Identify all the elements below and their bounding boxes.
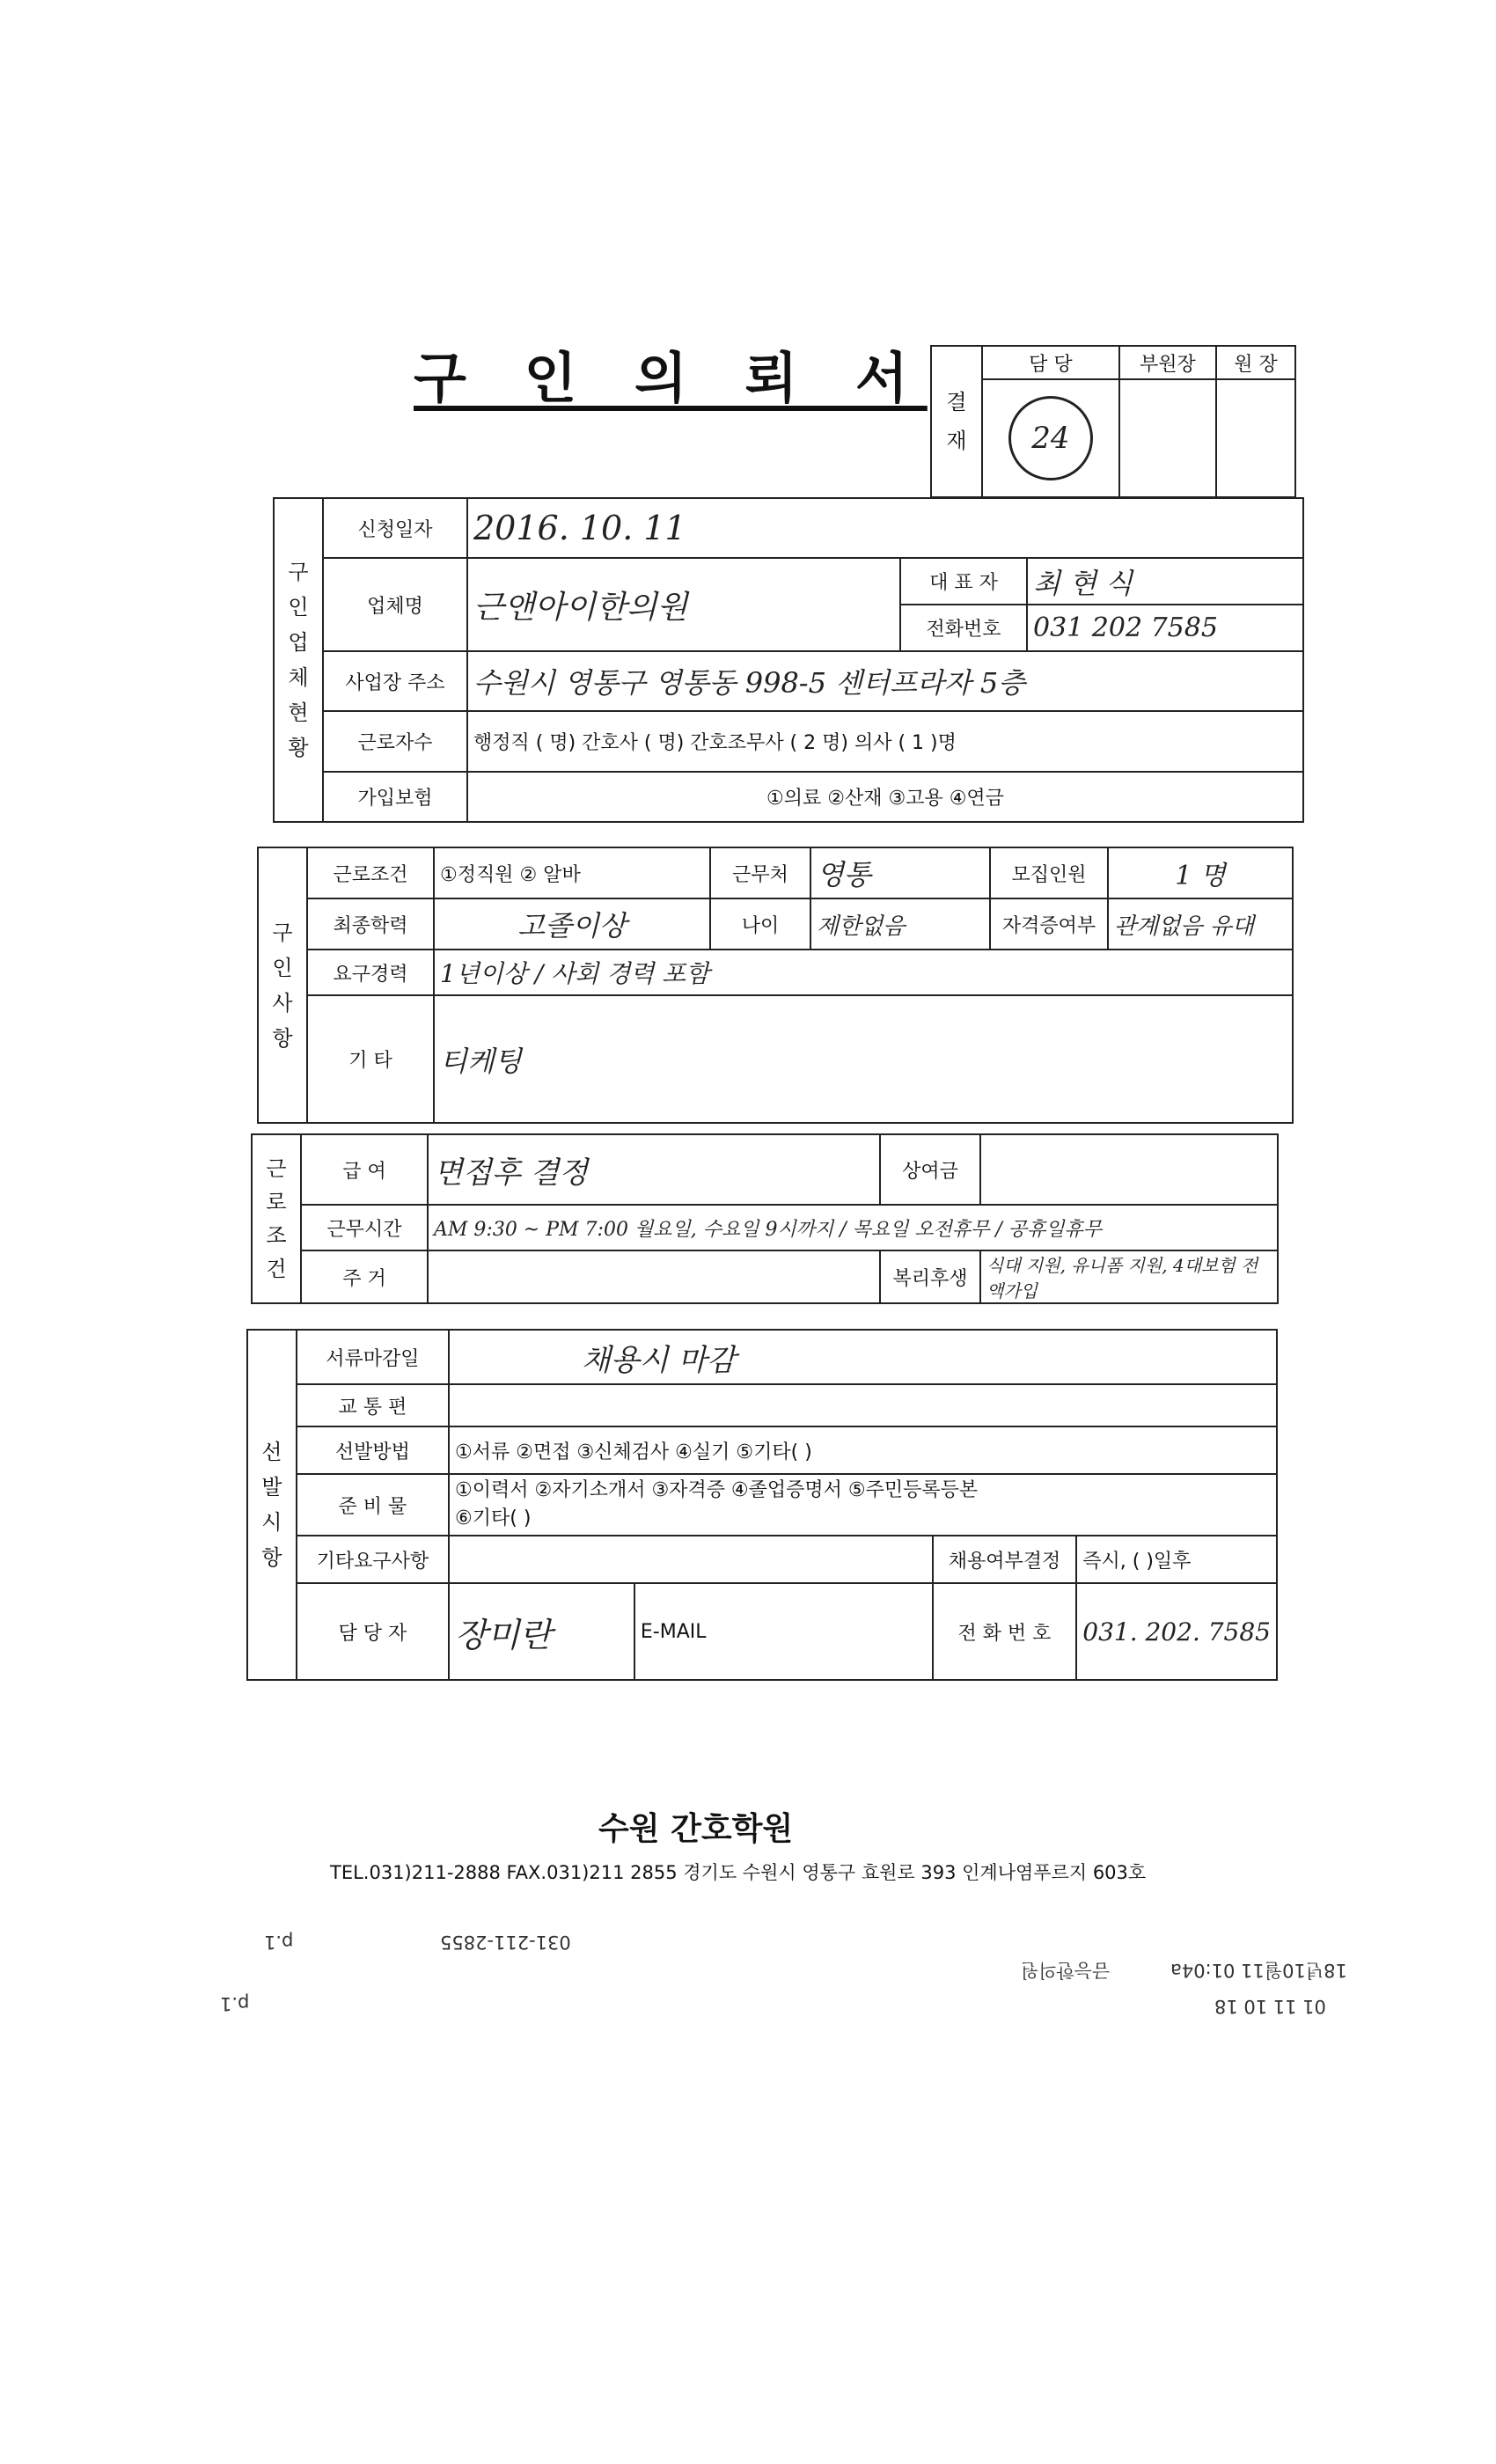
approval-box [930, 345, 1296, 498]
education-label: 최종학력 [307, 898, 434, 950]
education-value: 고졸이상 [434, 898, 710, 950]
bonus-label: 상여금 [880, 1134, 980, 1205]
fax-page-marker: p.1 [264, 1932, 294, 1953]
phone-label: 전화번호 [900, 605, 1027, 651]
pay-label: 급 여 [301, 1134, 428, 1205]
manager-value: 장미란 [449, 1583, 634, 1680]
approval-header-3: 원 장 [1216, 346, 1295, 379]
career-label: 요구경력 [307, 950, 434, 995]
fax-number-mirrored: 031-211-2855 [440, 1932, 571, 1953]
transport-value [449, 1384, 1277, 1426]
fax-page-marker-2: p.1 [220, 1993, 250, 2014]
manager-label: 담 당 자 [297, 1583, 449, 1680]
career-value: 1년이상 / 사회 경력 포함 [434, 950, 1293, 995]
docs-value-line-1: ①이력서 ②자기소개서 ③자격증 ④졸업증명서 ⑤주민등록등본 [455, 1479, 979, 1501]
approval-side-label: 결 재 [931, 346, 982, 497]
mphone-value: 031. 202. 7585 [1076, 1583, 1277, 1680]
approval-stamp: 24 [1008, 396, 1093, 480]
welfare-value: 식대 지원, 유니폼 지원, 4대보험 전액가입 [980, 1250, 1278, 1303]
fax-line-mirrored: 01 11 10 18 [1214, 1996, 1326, 2017]
decision-value: 즉시, ( )일후 [1076, 1536, 1277, 1583]
address-value: 수원시 영통구 영통동 998-5 센터프라자 5층 [467, 651, 1303, 711]
rep-label: 대 표 자 [900, 558, 1027, 605]
other-label: 기타요구사항 [297, 1536, 449, 1583]
docs-value-line-2: ⑥기타( ) [455, 1507, 532, 1529]
email-cell [634, 1583, 933, 1680]
housing-label: 주 거 [301, 1250, 428, 1303]
method-label: 선발방법 [297, 1426, 449, 1474]
document-title: 구 인 의 뢰 서 [414, 346, 928, 410]
approval-signature-cell [1119, 379, 1216, 497]
section-work-conditions [251, 1133, 1279, 1304]
docs-label: 준 비 물 [297, 1474, 449, 1536]
recruit-label: 모집인원 [990, 847, 1108, 898]
email-label: E-MAIL [640, 1620, 707, 1643]
address-label: 사업장 주소 [323, 651, 467, 711]
insurance-value: ①의료 ②산재 ③고용 ④연금 [467, 772, 1303, 822]
academy-logo: 수원 간호학원 [598, 1811, 794, 1847]
approval-header-2: 부원장 [1119, 346, 1216, 379]
approval-signature-cell [982, 379, 1119, 497]
condition-value: ①정직원 ② 알바 [434, 847, 710, 898]
hours-label: 근무시간 [301, 1205, 428, 1250]
workplace-label: 근무처 [710, 847, 810, 898]
deadline-label: 서류마감일 [297, 1330, 449, 1384]
age-label: 나이 [710, 898, 810, 950]
mphone-label: 전 화 번 호 [933, 1583, 1077, 1680]
welfare-label: 복리후생 [880, 1250, 980, 1303]
section4-side-label: 선 발 시 항 [247, 1330, 297, 1680]
academy-contact: TEL.031)211-2888 FAX.031)211 2855 경기도 수원시 영통구 효원로 393 인계나염푸르지 603호 [330, 1862, 1147, 1883]
pay-value [428, 1134, 880, 1205]
date-value: 2016. 10. 11 [467, 498, 1303, 558]
approval-signature-cell [1216, 379, 1295, 497]
license-value: 관계없음 유대 [1108, 898, 1293, 950]
recruit-value: 1 명 [1108, 847, 1293, 898]
rep-value: 최 현 식 [1027, 558, 1303, 605]
docs-value [449, 1474, 1277, 1536]
fax-time-mirrored: 18년10월11 01:04a [1170, 1960, 1347, 1981]
decision-label: 채용여부결정 [933, 1536, 1077, 1583]
workers-value: 행정직 ( 명) 간호사 ( 명) 간호조무사 ( 2 명) 의사 ( 1 )명 [467, 711, 1303, 771]
section-company-info [273, 497, 1304, 823]
company-label: 업체명 [323, 558, 467, 651]
condition-label: 근로조건 [307, 847, 434, 898]
pay-value-text: 면접후 결정 [434, 1155, 589, 1191]
etc-value: 티케팅 [434, 995, 1293, 1123]
hours-value: AM 9:30 ~ PM 7:00 월요일, 수요일 9시까지 / 목요일 오전휴무 / 공휴일휴무 [428, 1205, 1278, 1250]
method-value: ①서류 ②면접 ③신체검사 ④실기 ⑤기타( ) [449, 1426, 1277, 1474]
company-value: 근앤아이한의원 [467, 558, 900, 651]
deadline-value: 채용시 마감 [449, 1330, 1277, 1384]
section-selection [246, 1329, 1278, 1681]
section3-side-label: 근 로 조 건 [252, 1134, 301, 1303]
phone-value: 031 202 7585 [1027, 605, 1303, 651]
housing-value [428, 1250, 880, 1303]
bonus-value [980, 1134, 1278, 1205]
fax-sender-mirrored: 금능한의원 [1021, 1960, 1111, 1981]
workers-label: 근로자수 [323, 711, 467, 771]
date-label: 신청일자 [323, 498, 467, 558]
etc-label: 기 타 [307, 995, 434, 1123]
age-value: 제한없음 [810, 898, 990, 950]
approval-header-1: 담 당 [982, 346, 1119, 379]
license-label: 자격증여부 [990, 898, 1108, 950]
transport-label: 교 통 편 [297, 1384, 449, 1426]
workplace-value: 영통 [810, 847, 990, 898]
other-value [449, 1536, 933, 1583]
insurance-label: 가입보험 [323, 772, 467, 822]
section-job-requirements [257, 847, 1294, 1124]
section2-side-label: 구 인 사 항 [258, 847, 307, 1123]
section1-side-label: 구 인 업 체 현 황 [274, 498, 323, 822]
